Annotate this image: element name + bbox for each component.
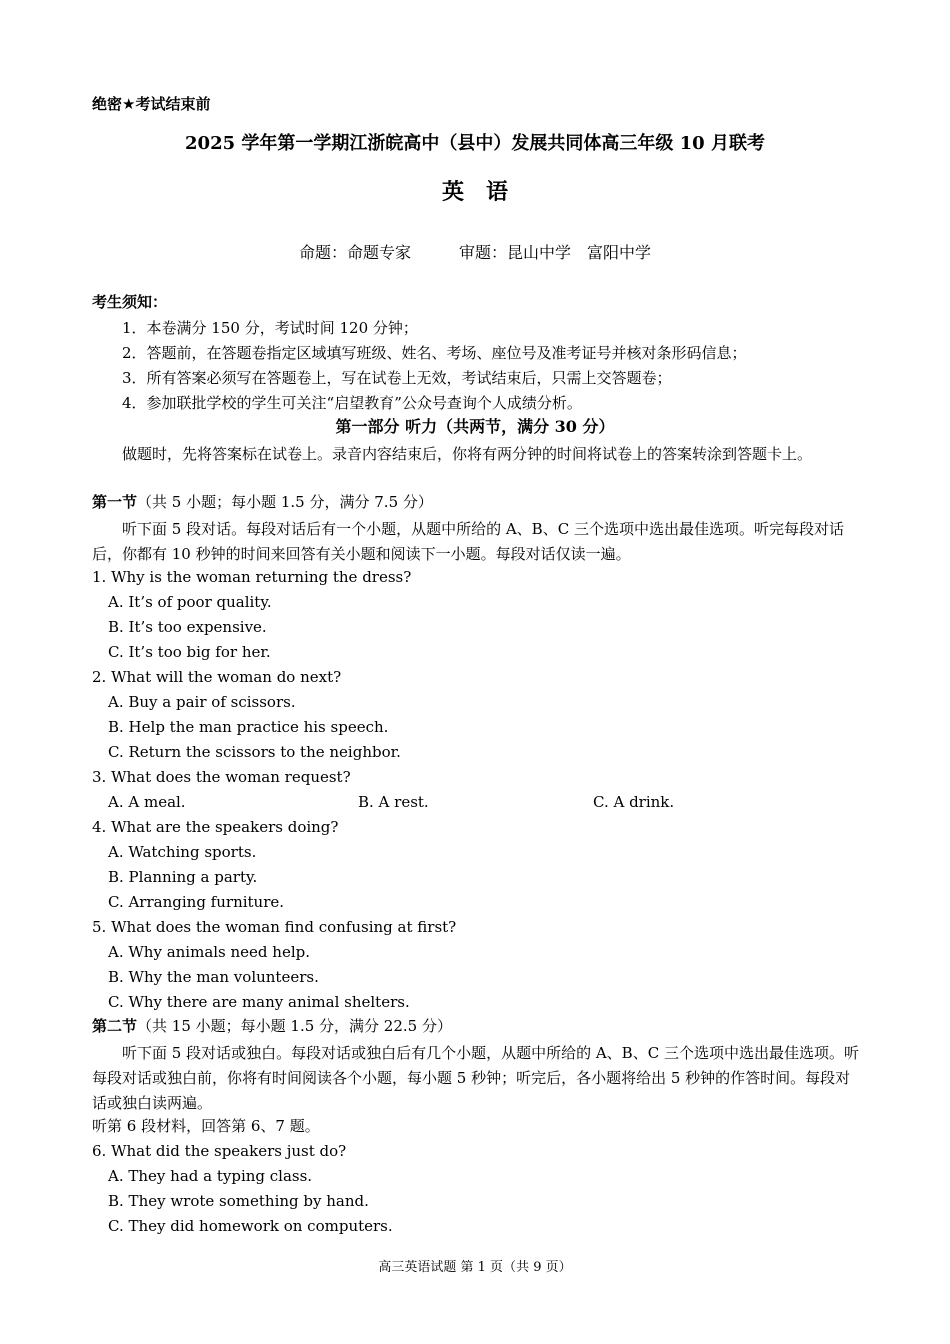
q6-option-a: A. They had a typing class. <box>108 1167 313 1185</box>
material-6-instruction: 听第 6 段材料，回答第 6、7 题。 <box>92 1117 320 1135</box>
subject-title: 英 语 <box>441 180 508 205</box>
q4-option-a: A. Watching sports. <box>108 843 257 861</box>
section2-heading-detail: （共 15 小题；每小题 1.5 分，满分 22.5 分） <box>137 1017 452 1035</box>
section2-heading <box>92 1016 452 1036</box>
q5-option-b: B. Why the man volunteers. <box>108 968 319 986</box>
q2-option-b: B. Help the man practice his speech. <box>108 718 389 736</box>
q6-option-b: B. They wrote something by hand. <box>108 1192 369 1210</box>
q3-option-c: C. A drink. <box>593 793 675 811</box>
section1-directions: 听下面 5 段对话。每段对话后有一个小题，从题中所给的 A、B、C 三个选项中选出最佳选项。听完每段对话后，你都有 10 秒钟的时间来回答有关小题和阅读下一小题。每段对话仅读一遍。 <box>92 520 844 563</box>
question-5: 5. What does the woman find confusing at first? <box>92 918 457 936</box>
q4-option-c: C. Arranging furniture. <box>108 893 285 911</box>
q3-option-a: A. A meal. <box>108 793 186 811</box>
exam-title: 2025 学年第一学期江浙皖高中（县中）发展共同体高三年级 10 月联考 <box>185 133 765 154</box>
notice-item-1: 1．本卷满分 150 分，考试时间 120 分钟； <box>122 319 418 337</box>
q1-option-a: A. It’s of poor quality. <box>108 593 272 611</box>
notice-item-3: 3．所有答案必须写在答题卷上，写在试卷上无效，考试结束后，只需上交答题卷； <box>122 369 672 387</box>
q5-option-a: A. Why animals need help. <box>108 943 311 961</box>
q2-option-c: C. Return the scissors to the neighbor. <box>108 743 401 761</box>
q3-option-b: B. A rest. <box>358 793 429 811</box>
section1-heading-label: 第一节 <box>92 493 138 511</box>
question-1: 1. Why is the woman returning the dress? <box>92 568 412 586</box>
section1-heading-detail: （共 5 小题；每小题 1.5 分，满分 7.5 分） <box>137 493 433 511</box>
notice-heading: 考生须知： <box>92 293 168 311</box>
notice-item-4: 4．参加联批学校的学生可关注“启望教育”公众号查询个人成绩分析。 <box>122 394 582 412</box>
section2-heading-label: 第二节 <box>92 1017 138 1035</box>
part1-heading: 第一部分 听力（共两节，满分 30 分） <box>335 417 615 436</box>
authors-line: 命题：命题专家 审题：昆山中学 富阳中学 <box>298 243 651 262</box>
part1-intro: 做题时，先将答案标在试卷上。录音内容结束后，你将有两分钟的时间将试卷上的答案转涂到答题卡上。 <box>122 445 813 463</box>
question-2: 2. What will the woman do next? <box>92 668 342 686</box>
q1-option-b: B. It’s too expensive. <box>108 618 267 636</box>
section2-directions: 听下面 5 段对话或独白。每段对话或独白后有几个小题，从题中所给的 A、B、C 三个选项中选出最佳选项。听每段对话或独白前，你将有时间阅读各个小题，每小题 5 秒钟；听完后，各小题将给出 5 秒钟的作答时间。每段对话或独白读两遍。 <box>92 1044 859 1112</box>
page-footer: 高三英语试题 第 1 页（共 9 页） <box>378 1260 572 1275</box>
q1-option-c: C. It’s too big for her. <box>108 643 271 661</box>
question-6: 6. What did the speakers just do? <box>92 1142 347 1160</box>
q4-option-b: B. Planning a party. <box>108 868 258 886</box>
notice-item-2: 2．答题前，在答题卷指定区域填写班级、姓名、考场、座位号及准考证号并核对条形码信息； <box>122 344 747 362</box>
question-4: 4. What are the speakers doing? <box>92 818 339 836</box>
q2-option-a: A. Buy a pair of scissors. <box>108 693 296 711</box>
section1-heading <box>92 492 433 512</box>
q6-option-c: C. They did homework on computers. <box>108 1217 393 1235</box>
question-3: 3. What does the woman request? <box>92 768 351 786</box>
confidential-mark: 绝密★考试结束前 <box>92 95 211 113</box>
q5-option-c: C. Why there are many animal shelters. <box>108 993 410 1011</box>
